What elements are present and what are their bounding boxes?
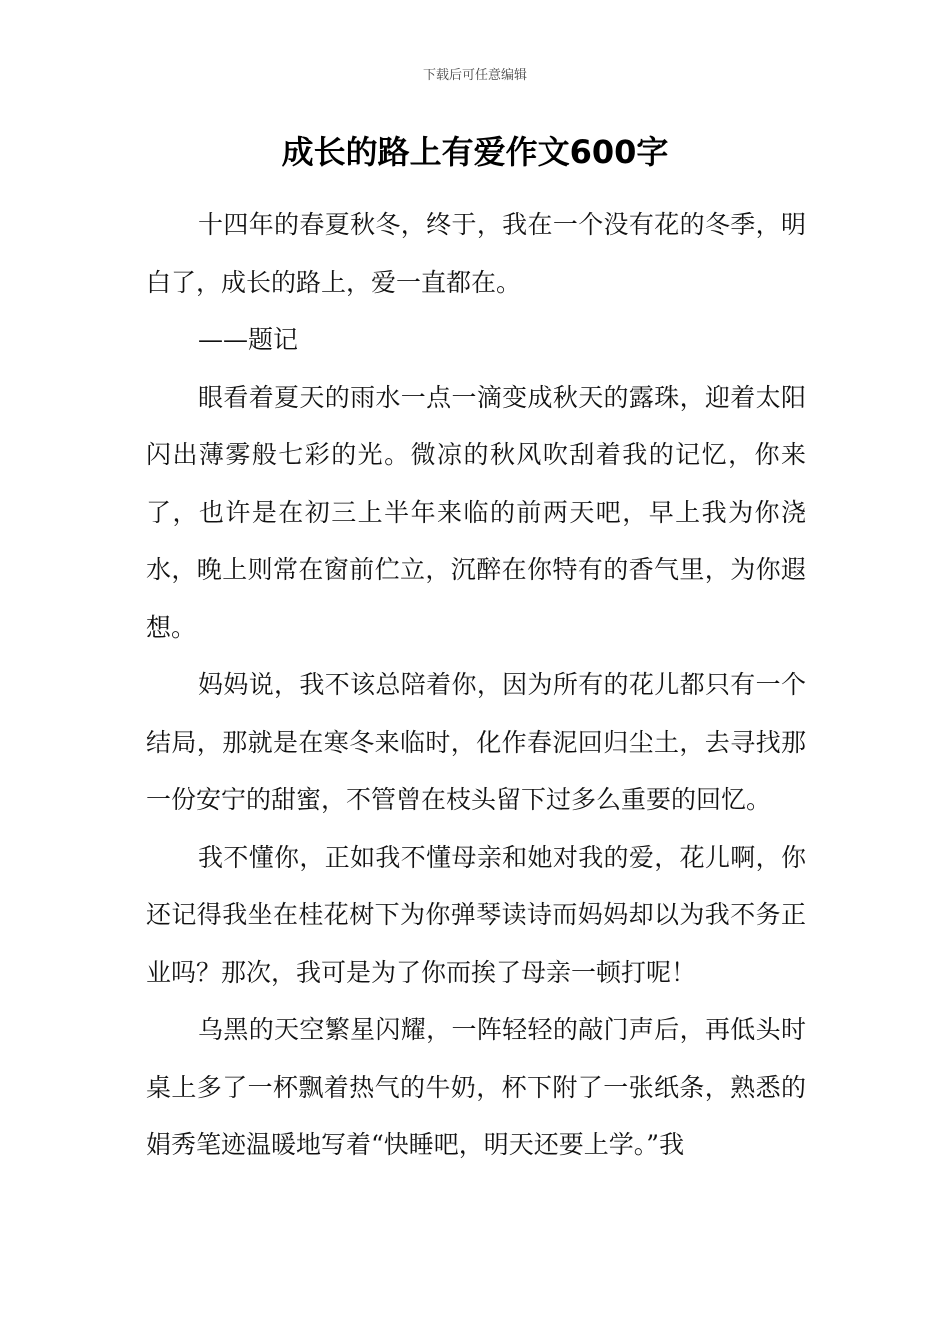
- paragraph-epigraph-note: ——题记: [198, 325, 299, 354]
- document-body: [146, 196, 806, 1174]
- document-title: 成长的路上有爱作文600字: [281, 133, 669, 171]
- paragraph-mother-said: 妈妈说，我不该总陪着你，因为所有的花儿都只有一个结局，那就是在寒冬来临时，化作春泥回归尘土，去寻找那一份安宁的甜蜜，不管曾在枝头留下过多么重要的回忆。: [146, 670, 806, 814]
- paragraph-night-milk: 乌黑的天空繁星闪耀，一阵轻轻的敲门声后，再低头时桌上多了一杯飘着热气的牛奶，杯下附了一张纸条，熟悉的娟秀笔迹温暖地写着“快睡吧，明天还要上学。”我: [146, 1015, 806, 1159]
- paragraph-autumn: 眼看着夏天的雨水一点一滴变成秋天的露珠，迎着太阳闪出薄雾般七彩的光。微凉的秋风吹刮着我的记忆，你来了，也许是在初三上半年来临的前两天吧，早上我为你浇水，晚上则常在窗前伫立，沉醉在你特有的香气里，为你遐想。: [146, 382, 806, 642]
- paragraph-intro: 十四年的春夏秋冬，终于，我在一个没有花的冬季，明白了，成长的路上，爱一直都在。: [146, 210, 806, 297]
- header-note: 下载后可任意编辑: [422, 68, 527, 83]
- paragraph-not-understand: 我不懂你，正如我不懂母亲和她对我的爱，花儿啊，你还记得我坐在桂花树下为你弹琴读诗而妈妈却以为我不务正业吗？那次，我可是为了你而挨了母亲一顿打呢！: [146, 842, 806, 987]
